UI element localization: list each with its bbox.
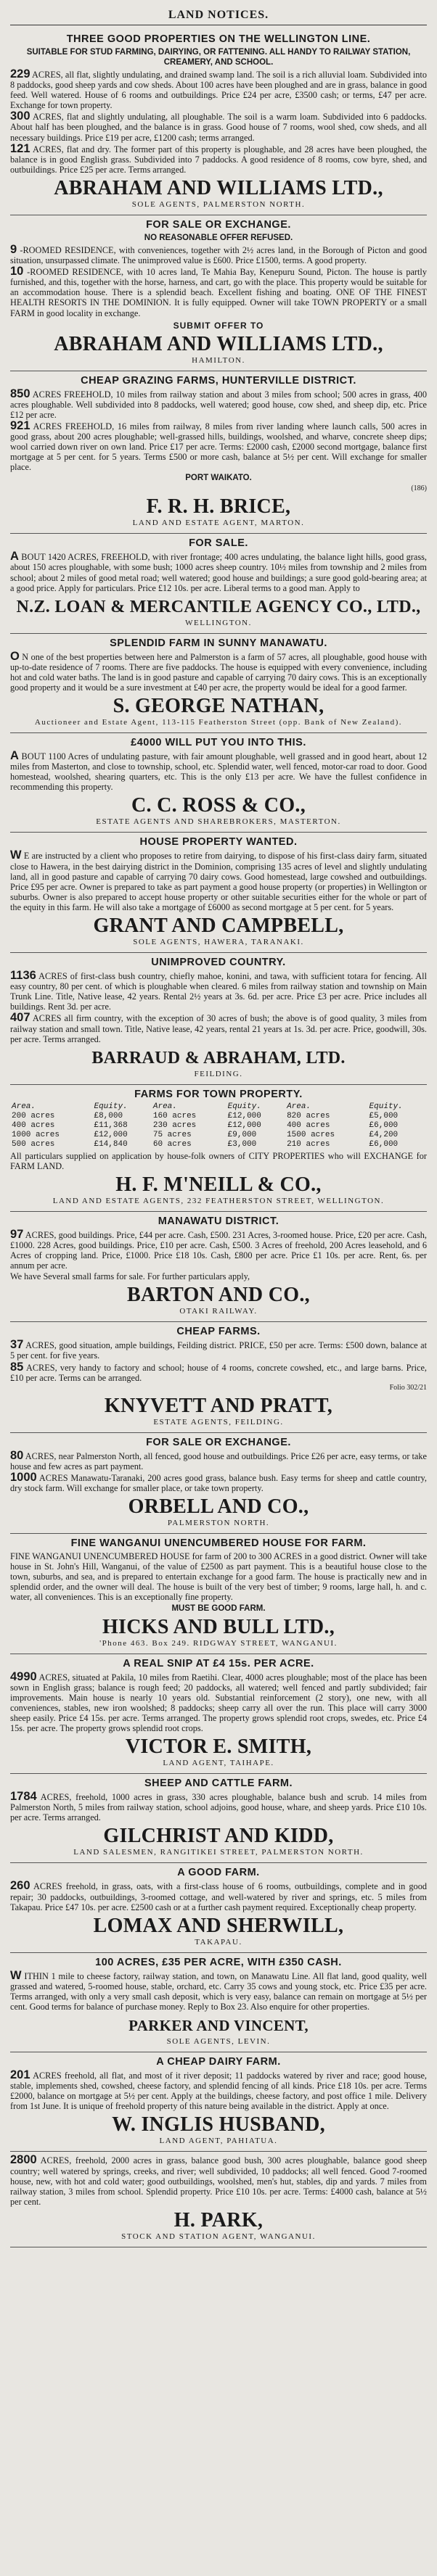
ad-heading: CHEAP GRAZING FARMS, HUNTERVILLE DISTRICT. [81, 374, 356, 387]
ad-heading: FOR SALE OR EXCHANGE. [146, 218, 291, 231]
listing-lead: 260 [10, 1879, 30, 1893]
agent-firm-name: LOMAX AND SHERWILL, [93, 1914, 344, 1937]
ad-heading: THREE GOOD PROPERTIES ON THE WELLINGTON LINE. [66, 33, 371, 45]
land-advertisement [10, 1085, 427, 1212]
listing-lead: 1784 [10, 1790, 37, 1804]
listing-text: FINE WANGANUI UNENCUMBERED HOUSE for farm of 200 to 300 ACRES in a good district. Owner will take house in St. John's Hill, Wanganui, of the value of £2500 as part payment. This is a beautiful house close to the town, suburbs, and sea, and is prepared to entertain exchange for a good farm. The house is practically new and in splendid order, and the owner will deal. The house is built of the very best of timber; 9 rooms, large hall, h. and c. water, all conveniences. This is an exceptionally fine property. [10, 1551, 427, 1603]
advertisement-list [10, 30, 427, 2247]
table-cell: 500 acres [12, 1139, 55, 1149]
ad-heading: FOR SALE. [189, 537, 248, 550]
table-cell: 400 acres [287, 1120, 330, 1130]
table-row [10, 1131, 427, 1140]
table-cell: £12,000 [94, 1130, 128, 1139]
ad-heading: HOUSE PROPERTY WANTED. [139, 836, 298, 849]
listing-paragraph [10, 141, 427, 175]
table-cell: 1000 acres [12, 1130, 60, 1139]
listing-text: -ROOMED RESIDENCE, with 10 acres land, Te Mahia Bay, Kenepuru Sound, Picton. The house is partly furnished, and this, together with the horse, harness, and cart, go with the place. This property would be suitable for an accommodation house. There is a splendid beach. Excellent fishing and boating. ONE OF THE FINEST HEALTH RESORTS IN THE DOMINION. It is fully equipped. Owner will take TOWN PROPERTY or a small FARM in good locality in exchange. [10, 267, 427, 318]
farms-table [10, 1102, 427, 1149]
ad-heading: SPLENDID FARM IN SUNNY MANAWATU. [110, 637, 327, 649]
land-advertisement [10, 1212, 427, 1322]
table-cell: 60 acres [152, 1139, 192, 1149]
agent-firm-name: C. C. ROSS & CO., [131, 794, 306, 817]
listing-text: ACRES FREEHOLD, 16 miles from railway, 8 miles from river landing where launch calls, 500 acres in good grass, about 200 acres ploughable; well-grassed hills, buildings, woolshed, and wharve, concrete sheep dips; wool carried down river on own land. Price £17 per acre. Terms: £2000 cash, £2000 second mortgage, balance first mortgage at 5 per cent. for 5 years. Terms £500 or more cash, balance at 5½ per cent. Will exchange for smaller place. [10, 421, 427, 473]
table-row [10, 1140, 427, 1149]
ad-heading: CHEAP FARMS. [176, 1326, 261, 1338]
listing-lead: 201 [10, 2068, 30, 2082]
agent-address: LAND AND ESTATE AGENT, MARTON. [132, 519, 305, 528]
ad-subheading: MUST BE GOOD FARM. [171, 1603, 266, 1613]
agent-firm-name: KNYVETT AND PRATT, [104, 1394, 333, 1417]
listing-text: ACRES, flat and slightly undulating, all ploughable. The soil is a warm loam. Subdivided into 6 paddocks. About half has been ploughed, and the balance is in grass. Good house of 7 rooms, wool shed, cow sheds, and all necessary buildings. Price £19 per acre, £1200 cash; terms arranged. [10, 112, 427, 143]
agent-address: SOLE AGENTS, HAWERA, TARANAKI. [133, 938, 304, 947]
ad-heading: MANAWATU DISTRICT. [158, 1215, 279, 1227]
listing-text: -ROOMED RESIDENCE, with conveniences, together with 2½ acres land, in the Borough of Picton and good situation, unsurpassed climate. The unimproved value is £600. Price £1500, terms. A good property. [10, 244, 427, 266]
land-advertisement [10, 1774, 427, 1863]
land-advertisement [10, 2152, 427, 2247]
ad-heading: FINE WANGANUI UNENCUMBERED HOUSE FOR FARM. [70, 1537, 367, 1550]
listing-paragraph [10, 69, 427, 110]
listing-lead: W [10, 849, 22, 862]
listing-text: ACRES, near Palmerston North, all fenced, good house and outbuildings. Price £26 per acre, easy terms, or take house and few acres as part payment. [10, 1450, 427, 1471]
listing-lead: 1000 [10, 1470, 37, 1484]
agent-address: 'Phone 463. Box 249. RIDGWAY STREET, WANGANUI. [99, 1638, 338, 1648]
listing-lead: 921 [10, 418, 30, 432]
agent-address: ESTATE AGENTS, FEILDING. [153, 1417, 284, 1427]
agent-firm-name: H. PARK, [173, 2208, 264, 2232]
land-advertisement [10, 634, 427, 733]
listing-paragraph [10, 1881, 427, 1912]
agent-address: FEILDING. [194, 1069, 243, 1078]
listing-text: ACRES of first-class bush country, chiefly mahoe, konini, and tawa, with sufficient totara for fencing. All easy country, 80 per cent. of which is ploughable when cleared. 6 miles from railway station and township on Main Trunk Line. Title, Native lease, 42 years. Rental 2½ years at 3s. 6d. per acre. Price £3 per acre. Price includes all buildings. Rent 3d. per acre. [10, 971, 427, 1012]
agent-firm-name: GRANT AND CAMPBELL, [93, 915, 344, 938]
listing-paragraph [10, 1791, 427, 1822]
ad-heading: A CHEAP DAIRY FARM. [156, 2056, 281, 2068]
listing-lead: 121 [10, 141, 30, 155]
table-header-cell: Area. [287, 1102, 311, 1111]
listing-text: ACRES freehold, in grass, oats, with a first-class house of 6 rooms, outbuildings, complete and in good repair; 30 paddocks, outbuildings, 3-roomed cottage, and well-watered by river and springs, etc. 5 miles from Takapau. Price £47 10s. per acre. £2500 cash or at a further cash payment required. Exceptionally cheap property. [10, 1881, 427, 1912]
table-cell: £6,000 [369, 1139, 399, 1149]
listing-paragraph [10, 1362, 427, 1383]
agent-firm-name: PARKER AND VINCENT, [128, 2017, 309, 2035]
listing-paragraph [10, 418, 427, 473]
listing-lead: 850 [10, 387, 30, 400]
listing-lead: 10 [10, 265, 24, 278]
listing-paragraph [10, 1229, 427, 1271]
table-cell: £12,000 [227, 1111, 261, 1120]
listing-paragraph [10, 1551, 427, 1602]
listing-paragraph [10, 1339, 427, 1361]
agent-address: ESTATE AGENTS AND SHAREBROKERS, MASTERTON. [96, 817, 341, 827]
land-advertisement [10, 534, 427, 633]
agent-address: LAND AND ESTATE AGENTS, 232 FEATHERSTON STREET, WELLINGTON. [52, 1196, 385, 1205]
listing-text: We have Several small farms for sale. For further particulars apply, [10, 1271, 250, 1282]
listing-paragraph [10, 111, 427, 142]
listing-lead: A [10, 550, 19, 564]
listing-text: ITHIN 1 mile to cheese factory, railway station, and town, on Manawatu Line. All flat land, good quality, well grassed and watered, 5-roomed house, stable, orchard, etc. Carry 35 cows and young stock, etc. Price £35 per acre. Terms arranged, with only a very small cash deposit, which is very easy, balance can remain on mortgage at 5½ per cent. Good terms for balance of purchase money. Reply to Box 23. Also enquire for other properties. [10, 1970, 427, 2012]
table-row [10, 1121, 427, 1131]
listing-paragraph [10, 2155, 427, 2206]
table-cell: 210 acres [287, 1139, 330, 1149]
agent-firm-name: F. R. H. BRICE, [146, 495, 291, 519]
listing-paragraph [10, 1450, 427, 1471]
listing-text: N one of the best properties between here and Palmerston is a farm of 57 acres, all ploughable, good house with up-to-date residence of 7 rooms. There are five paddocks. The house is equipped with every convenience, including hot and cold water baths. The land is in good pasture and capable of carrying 70 dairy cows. This is an exceptionally good property and it would be a sure investment at £40 per acre, the property would be ideal for a good farmer. [10, 651, 427, 693]
table-cell: £8,000 [94, 1111, 123, 1120]
agent-address: SOLE AGENTS, LEVIN. [166, 2037, 271, 2047]
agent-address: Auctioneer and Estate Agent, 113-115 Featherston Street (opp. Bank of New Zealand). [34, 718, 403, 727]
agent-firm-name: N.Z. LOAN & MERCANTILE AGENCY CO., LTD., [16, 597, 421, 616]
land-advertisement [10, 1654, 427, 1775]
listing-paragraph [10, 1970, 427, 2012]
ad-subheading: NO REASONABLE OFFER REFUSED. [144, 233, 293, 242]
listing-text: ACRES, situated at Pakila, 10 miles from Raetihi. Clear, 4000 acres ploughable; most of the place has been sown in English grass; balance is rough feed; 20 paddocks, all watered; well fenced and partly subdivided; fair improvements. Main house is nearly 10 years old. Substantial reinforcement (2 story), one new, with all conveniences, stables, new iron woolshed; 8 paddocks; sheep carry all over the run. This place will carry 3000 sheep easily. Price £4 15s. per acre. Terms arranged. The property grows splendid root crops, swedes, etc. Price £4 15s. per acre. The property grows splendid root crops. [10, 1672, 427, 1734]
agent-address: HAMILTON. [192, 355, 245, 365]
table-cell: £3,000 [227, 1139, 257, 1149]
agent-address: LAND AGENT, PAHIATUA. [159, 2137, 278, 2146]
land-advertisement [10, 2052, 427, 2152]
agent-firm-name: ABRAHAM AND WILLIAMS LTD., [54, 176, 383, 199]
ad-heading: A REAL SNIP AT £4 15s. PER ACRE. [123, 1657, 314, 1669]
land-advertisement [10, 953, 427, 1085]
listing-text: ACRES Manawatu-Taranaki, 200 acres good grass, balance bush. Easy terms for sheep and cattle country, dry stock farm. Will exchange for smaller place, or take town property. [10, 1472, 427, 1493]
agent-firm-name: W. INGLIS HUSBAND, [112, 2113, 325, 2137]
listing-text: BOUT 1420 ACRES, FREEHOLD, with river frontage; 400 acres undulating, the balance light hills, good grass, about 150 acres ploughable, with some bush; 1000 acres sheep country. 10½ miles from township and 2 miles from school; about 2 miles of good metal road; well watered; good house and buildings; a sure good gold-bearing area; at a good price. Apply for particulars. Price £12 10s. per acre. Liberal terms to a good man. Apply to [10, 552, 427, 593]
listing-paragraph [10, 1271, 427, 1281]
listing-paragraph [10, 850, 427, 912]
ad-heading: A GOOD FARM. [177, 1867, 260, 1879]
ad-heading: £4000 WILL PUT YOU INTO THIS. [131, 737, 306, 749]
land-advertisement [10, 833, 427, 953]
listing-paragraph [10, 751, 427, 792]
listing-text: ACRES, flat and dry. The former part of this property is ploughable, and 28 acres have been ploughed, the balance is in good English grass. Subdivided into 7 paddocks. A good residence of 8 rooms, cow byre, shed, and outbuildings. Price £25 per acre. Terms arranged. [10, 144, 427, 175]
listing-text: All particulars supplied on application by house-folk owners of CITY PROPERTIES who will EXCHANGE for FARM LAND. [10, 1150, 427, 1171]
table-cell: 230 acres [152, 1120, 197, 1130]
listing-lead: 2800 [10, 2153, 37, 2167]
agent-firm-name: BARRAUD & ABRAHAM, LTD. [91, 1048, 346, 1068]
reference-number: Folio 302/21 [389, 1383, 427, 1392]
listing-paragraph [10, 266, 427, 318]
listing-paragraph [10, 1151, 427, 1171]
ad-subheading: SUITABLE FOR STUD FARMING, DAIRYING, OR FATTENING. ALL HANDY TO RAILWAY STATION, CREAMERY, AND SCHOOL. [26, 48, 411, 67]
listing-lead: W [10, 1968, 22, 1982]
agent-firm-name: HICKS AND BULL LTD., [102, 1615, 335, 1638]
table-cell: £5,000 [369, 1111, 399, 1120]
listing-paragraph [10, 2070, 427, 2111]
ad-heading: 100 ACRES, £35 PER ACRE, WITH £350 CASH. [95, 1956, 342, 1968]
listing-text: ACRES, good buildings. Price, £44 per acre. Cash, £500. 231 Acres, 3-roomed house. Price, £20 per acre. Cash, £1000. 228 Acres, good buildings. Price, £10 per acre. Cash, £500. 3 Acres of freehold, 200 Acres leasehold, and 6 Acres of cropping land. Price, £1000. Price £18 10s. Cash, £800 per acre. Price £1 10s. per acre. Rent, 6s. per annum per acre. [10, 1229, 427, 1271]
agent-firm-name: ABRAHAM AND WILLIAMS LTD., [54, 332, 383, 355]
listing-paragraph [10, 389, 427, 420]
land-advertisement [10, 1953, 427, 2052]
listing-lead: 407 [10, 1011, 30, 1025]
ad-heading: FARMS FOR TOWN PROPERTY. [134, 1088, 303, 1100]
listing-lead: 229 [10, 67, 30, 80]
agent-address: LAND AGENT, TAIHAPE. [163, 1759, 274, 1768]
table-cell: 75 acres [152, 1130, 192, 1139]
land-advertisement [10, 1534, 427, 1654]
table-cell: 400 acres [12, 1120, 55, 1130]
table-header-cell: Equity. [227, 1102, 261, 1111]
listing-paragraph [10, 551, 427, 593]
listing-lead: 80 [10, 1448, 24, 1462]
listing-lead: 4990 [10, 1669, 37, 1683]
table-header-cell: Area. [152, 1102, 177, 1111]
table-cell: 200 acres [12, 1111, 55, 1120]
table-cell: £11,368 [94, 1120, 128, 1130]
agent-address: WELLINGTON. [185, 618, 252, 627]
listing-lead: O [10, 649, 20, 663]
table-header-cell: Equity. [369, 1102, 403, 1111]
table-cell: £9,000 [227, 1130, 257, 1139]
listing-text: BOUT 1100 Acres of undulating pasture, with fair amount ploughable, well grassed and in good heart, about 12 miles from Masterton, and close to township, school, etc. Splendid water, well fenced, motor-car road to door. Good homestead, woolshed, shearing quarters, etc. This is the only £13 per acre. We have the fullest confidence in recommending this property. [10, 751, 427, 793]
submit-line: SUBMIT OFFER TO [173, 320, 264, 331]
listing-text: ACRES, freehold, 1000 acres in grass, 330 acres ploughable, balance bush and scrub. 14 miles from Palmerston North, 5 miles from railway station, school adjoins, good house, whare, and sheep yards. Price £10 10s. per acre. Terms arranged. [10, 1792, 427, 1823]
land-advertisement [10, 1863, 427, 1952]
agent-address: PALMERSTON NORTH. [167, 1519, 270, 1528]
ad-heading: SHEEP AND CATTLE FARM. [144, 1778, 293, 1790]
listing-lead: 97 [10, 1227, 24, 1241]
agent-address: STOCK AND STATION AGENT, WANGANUI. [121, 2232, 316, 2241]
agent-firm-name: S. GEORGE NATHAN, [113, 695, 324, 718]
table-cell: £4,200 [369, 1130, 399, 1139]
table-row [10, 1112, 427, 1121]
listing-paragraph [10, 244, 427, 265]
agent-firm-name: BARTON AND CO., [127, 1284, 310, 1307]
table-cell: £12,000 [227, 1120, 261, 1130]
table-cell: 1500 acres [287, 1130, 335, 1139]
agent-firm-name: GILCHRIST AND KIDD, [103, 1825, 334, 1848]
agent-address: LAND SALESMEN, RANGITIKEI STREET, PALMERSTON NORTH. [73, 1848, 364, 1857]
newspaper-page [10, 7, 427, 2559]
land-advertisement [10, 1322, 427, 1432]
land-advertisement [10, 215, 427, 371]
agent-address: OTAKI RAILWAY. [179, 1307, 258, 1316]
listing-text: ACRES, all flat, slightly undulating, and drained swamp land. The soil is a rich alluvial loam. Subdivided into 8 paddocks, good sheep yards and cow sheds. About 100 acres have been ploughed and are in grass, balance in good feed. Well watered. House of 6 rooms and outbuildings. Price £24 per acre, £3500 cash; or terms, £47 per acre. Exchange for town property. [10, 70, 427, 111]
land-advertisement [10, 30, 427, 215]
reference-number: (186) [411, 484, 427, 493]
land-advertisement [10, 371, 427, 534]
listing-lead: 37 [10, 1338, 24, 1352]
listing-lead: 300 [10, 110, 30, 123]
listing-text: ACRES freehold, all flat, and most of it river deposit; 11 paddocks watered by river and race; good house, stable, implements shed, cowshed, cheese factory, and splendid fencing of all kinds. Price £18 10s. per acre. Terms £2000, balance on mortgage at 5½ per cent. Apply at the buildings, cheese factory, and post office 1 mile. Delivery from 1st June. It is unique of freehold property of this nature being available in the district. Apply at once. [10, 2071, 427, 2112]
listing-text: ACRES FREEHOLD, 10 miles from railway station and about 3 miles from school; 500 acres in grass, 400 acres ploughable. Well subdivided into 8 paddocks, well watered; good house, cow shed, and sheep dip, etc. Price £12 per acre. [10, 389, 427, 420]
table-cell: 160 acres [152, 1111, 197, 1120]
page-title: LAND NOTICES. [10, 9, 427, 25]
listing-paragraph [10, 651, 427, 693]
listing-paragraph [10, 970, 427, 1012]
table-header-cell: Equity. [94, 1102, 128, 1111]
table-header-row [10, 1102, 427, 1112]
table-cell: £14,840 [94, 1139, 128, 1149]
listing-paragraph [10, 1472, 427, 1493]
listing-text: ACRES, freehold, 2000 acres in grass, balance good bush, 300 acres ploughable, balance good sheep country; well watered by springs, creeks, and river; well subdivided, 10 paddocks; all well fenced. Good 7-roomed house, new, with hot and cold water; good outbuildings, woolshed, men's hut, stables, dip and yards. 7 miles from railway station, 3 miles from school. Splendid property. Price £10 10s. per acre. Terms: £4000 cash, balance at 5½ per cent. [10, 2155, 427, 2207]
listing-paragraph [10, 1669, 427, 1734]
agent-firm-name: VICTOR E. SMITH, [125, 1735, 312, 1759]
agent-firm-name: ORBELL AND CO., [128, 1495, 309, 1519]
ad-subheading: PORT WAIKATO. [185, 474, 252, 483]
land-advertisement [10, 733, 427, 833]
ad-heading: FOR SALE OR EXCHANGE. [146, 1436, 291, 1448]
table-cell: 820 acres [287, 1111, 330, 1120]
listing-lead: 9 [10, 242, 17, 256]
listing-paragraph [10, 1012, 427, 1044]
agent-address: SOLE AGENTS, PALMERSTON NORTH. [131, 199, 306, 209]
agent-address: TAKAPAU. [195, 1937, 242, 1947]
ad-heading: UNIMPROVED COUNTRY. [151, 957, 286, 969]
listing-text: ACRES all firm country, with the exception of 30 acres of bush; the above is of good quality, 3 miles from railway station and small town. Title, Native lease, 42 years, rental 21 years at 1s. 3d. per acre. Price, goodwill, 30s. per acre. Terms arranged. [10, 1013, 427, 1044]
land-advertisement [10, 1433, 427, 1534]
table-cell: £6,000 [369, 1120, 399, 1130]
listing-text: E are instructed by a client who proposes to retire from dairying, to dispose of his first-class dairy farm, situated close to Hawera, in the best dairying district in the Dominion, comprising 135 acres of level and slightly undulating land, all in good pasture and capable of carrying 70 dairy cows. Good homestead, large cowshed and outbuildings. Price £95 per acre. Owner is prepared to take as part payment a good house property (or properties) in Wellington or suburbs. Owner is also prepared to accept house property or other suitable securities either for the whole or part of the equity in this farm. He will also take a mortgage of £6000 as second mortgage at 5 per cent. for 5 years. [10, 851, 427, 912]
table-header-cell: Area. [12, 1102, 36, 1111]
listing-lead: A [10, 749, 19, 763]
listing-text: ACRES, very handy to factory and school; house of 4 rooms, concrete cowshed, etc., and large barns. Price, £10 per acre. Terms can be arranged. [10, 1362, 427, 1383]
listing-lead: 85 [10, 1360, 24, 1374]
listing-text: ACRES, good situation, ample buildings, Feilding district. PRICE, £50 per acre. Terms: £500 down, balance at 5 per cent. for five years. [10, 1340, 427, 1361]
listing-lead: 1136 [10, 969, 36, 983]
agent-firm-name: H. F. M'NEILL & CO., [115, 1173, 322, 1196]
